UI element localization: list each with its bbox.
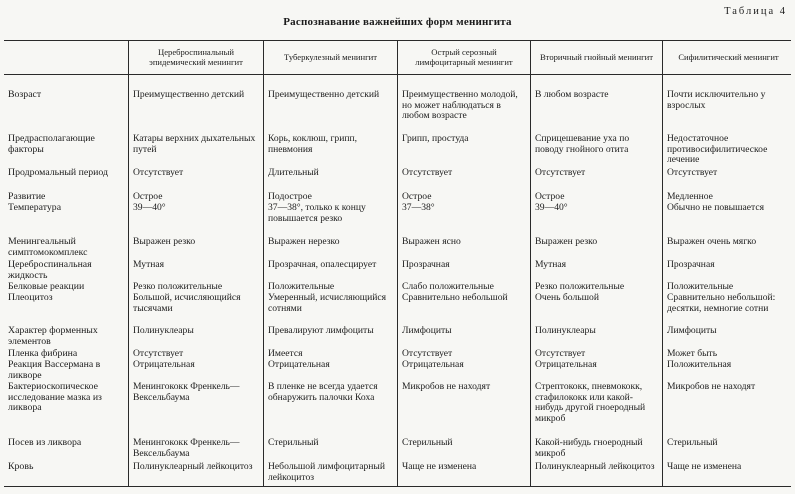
table-cell: Отсутствует: [535, 348, 586, 359]
table-cell: Сприцешевание уха по поводу гнойного отита: [535, 133, 630, 155]
table-cell: 39—40°: [535, 202, 568, 213]
table-cell: Стерильный: [667, 437, 718, 448]
table-cell: Большой, исчисляющийся тысячами: [133, 292, 241, 314]
row-label: Пленка фибрина: [8, 348, 78, 359]
table-cell: Стерильный: [402, 437, 453, 448]
table-cell: Выражен очень мягко: [667, 236, 757, 247]
table-cell: Стрептококк, пневмококк, стафилококк или какой-нибудь другой гноеродный микроб: [535, 381, 646, 424]
column-rule: [397, 40, 398, 486]
table-cell: Какой-нибудь гноеродный микроб: [535, 437, 643, 459]
table-cell: Отсутствует: [402, 348, 453, 359]
row-label: Развитие: [8, 191, 46, 202]
table-cell: Микробов не находят: [402, 381, 491, 392]
table-cell: Менингококк Френкель—Вексельбаума: [133, 437, 240, 459]
table-cell: Полинуклеарный лейкоцитоз: [535, 461, 655, 472]
column-header: Сифилитический менингит: [678, 52, 779, 62]
table-cell: Отрицательная: [535, 359, 597, 370]
table-cell: Мутная: [535, 259, 567, 270]
table-cell: Грипп, простуда: [402, 133, 469, 144]
table-cell: Отсутствует: [535, 167, 586, 178]
table-cell: 37—38°, только к концу повышается резко: [268, 202, 366, 224]
table-cell: Отрицательная: [133, 359, 195, 370]
table-cell: Резко положительные: [535, 281, 625, 292]
table-cell: Подострое: [268, 191, 312, 202]
table-cell: Лимфоциты: [667, 325, 717, 336]
table-cell: Длительный: [268, 167, 319, 178]
table-cell: Очень большой: [535, 292, 599, 303]
table-cell: Выражен резко: [133, 236, 196, 247]
table-cell: Небольшой лимфоцитарный лейкоцитоз: [268, 461, 385, 483]
table-cell: Чаще не изменена: [667, 461, 742, 472]
column-rule: [128, 40, 129, 486]
table-cell: В любом возрасте: [535, 89, 609, 100]
table-cell: Полинуклеары: [535, 325, 596, 336]
row-label: Посев из ликвора: [8, 437, 82, 448]
table-cell: Имеется: [268, 348, 303, 359]
table-cell: 37—38°: [402, 202, 435, 213]
table-cell: Прозрачная: [402, 259, 450, 270]
table-cell: Острое: [535, 191, 565, 202]
bottom-rule: [4, 486, 791, 487]
table-cell: Почти исключительно у взрослых: [667, 89, 766, 111]
table-cell: Умеренный, исчисляющийся сотнями: [268, 292, 387, 314]
table-cell: Отрицательная: [268, 359, 330, 370]
table-cell: Прозрачная: [667, 259, 715, 270]
column-rule: [263, 40, 264, 486]
table-cell: Острое: [402, 191, 432, 202]
table-cell: Стерильный: [268, 437, 319, 448]
row-label: Цереброспинальная жидкость: [8, 259, 92, 281]
row-label: Белковые реакции: [8, 281, 85, 292]
table-cell: Сравнительно небольшой: десятки, немногие сотни: [667, 292, 776, 314]
row-label: Температура: [8, 202, 62, 213]
table-cell: Медленное: [667, 191, 713, 202]
table-cell: Преимущественно молодой, но может наблюдаться в любом возрасте: [402, 89, 518, 121]
column-header: Туберкулезный менингит: [284, 52, 377, 62]
column-rule: [662, 40, 663, 486]
table-cell: Отсутствует: [402, 167, 453, 178]
column-header: Цереброспинальный эпидемический менингит: [149, 47, 243, 67]
table-cell: Резко положительные: [133, 281, 223, 292]
table-cell: Выражен резко: [535, 236, 598, 247]
table-cell: Недостаточное противосифилитическое лечение: [667, 133, 768, 165]
table-cell: Лимфоциты: [402, 325, 452, 336]
row-label: Кровь: [8, 461, 34, 472]
table-cell: Микробов не находят: [667, 381, 756, 392]
table-cell: Сравнительно небольшой: [402, 292, 508, 303]
row-label: Реакция Вассермана в ликворе: [8, 359, 101, 381]
row-label: Плеоцитоз: [8, 292, 53, 303]
column-rule: [530, 40, 531, 486]
row-label: Менингеальный симптомокомплекс: [8, 236, 88, 258]
table-cell: Отсутствует: [667, 167, 718, 178]
row-label: Предрасполагающие факторы: [8, 133, 95, 155]
row-label: Характер форменных элементов: [8, 325, 98, 347]
row-label: Бактериоскопическое исследование мазка из ликвора: [8, 381, 102, 413]
table-cell: Может быть: [667, 348, 718, 359]
table-cell: Положительная: [667, 359, 732, 370]
table-cell: 39—40°: [133, 202, 166, 213]
table-cell: В пленке не всегда удается обнаружить палочки Коха: [268, 381, 378, 403]
table-cell: Прозрачная, опалесцирует: [268, 259, 377, 270]
column-header: Острый серозный лимфоцитарный менингит: [415, 47, 513, 67]
row-label: Возраст: [8, 89, 42, 100]
table-cell: Отсутствует: [133, 167, 184, 178]
table-cell: Корь, коклюш, грипп, пневмония: [268, 133, 357, 155]
table-cell: Положительные: [667, 281, 734, 292]
table-cell: Мутная: [133, 259, 165, 270]
table-title: Распознавание важнейших форм менингита: [283, 16, 512, 28]
table-cell: Преимущественно детский: [268, 89, 380, 100]
table-cell: Обычно не повышается: [667, 202, 764, 213]
column-header: Вторичный гнойный менингит: [539, 52, 654, 62]
table-cell: Острое: [133, 191, 163, 202]
table-cell: Выражен ясно: [402, 236, 461, 247]
row-label: Продромальный период: [8, 167, 108, 178]
table-cell: Полинуклеарный лейкоцитоз: [133, 461, 253, 472]
table-cell: Выражен нерезко: [268, 236, 340, 247]
table-cell: Полинуклеары: [133, 325, 194, 336]
table-cell: Отсутствует: [133, 348, 184, 359]
table-cell: Отрицательная: [402, 359, 464, 370]
table-cell: Превалируют лимфоциты: [268, 325, 374, 336]
table-cell: Положительные: [268, 281, 335, 292]
table-cell: Катары верхних дыхательных путей: [133, 133, 256, 155]
table-cell: Чаще не изменена: [402, 461, 477, 472]
table-cell: Слабо положительные: [402, 281, 494, 292]
table-cell: Менингококк Френкель—Вексельбаума: [133, 381, 240, 403]
table-cell: Преимущественно детский: [133, 89, 245, 100]
table-number: Таблица 4: [724, 6, 787, 17]
